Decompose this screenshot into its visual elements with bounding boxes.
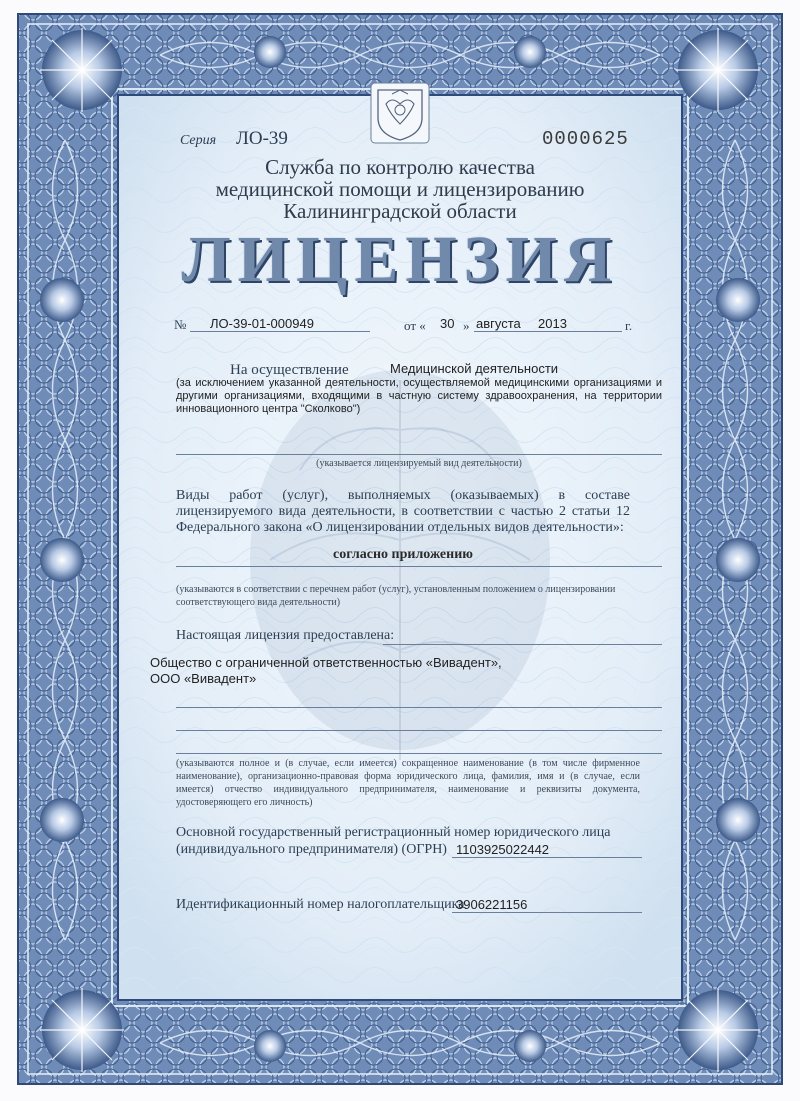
authority-line-1: Служба по контролю качества [265, 155, 535, 179]
date-from-label: от « [404, 318, 426, 333]
date-month: августа [476, 316, 521, 331]
licensee-underline-3 [176, 753, 662, 754]
inn-label: Идентификационный номер налогоплательщика [176, 897, 465, 912]
ogrn-underline [452, 857, 642, 858]
series-label: Серия [180, 133, 217, 148]
authority-line-3: Калининградской области [283, 199, 517, 223]
ogrn-label-line-1: Основной государственный регистрационный номер юридического лица [176, 825, 611, 840]
activity-underline [176, 454, 662, 455]
authority-line-2: медицинской помощи и лицензированию [215, 177, 585, 201]
license-number: ЛО-39-01-000949 [210, 316, 314, 331]
licensee-underline-2 [176, 730, 662, 731]
activity-details: (за исключением указанной деятельности, осуществляемой медицинскими организациями и другими организациями, входящими в частную систему здравоохранения, на территории инновационного центра "Сколково") [176, 377, 662, 415]
works-value: согласно приложению [333, 547, 473, 562]
licensee-label: Настоящая лицензия предоставлена: [176, 628, 395, 643]
activity-value: Медицинской деятельности [390, 361, 559, 376]
inn-value: 3906221156 [456, 897, 528, 912]
licensee-label-underline [383, 644, 662, 645]
works-underline [176, 566, 662, 567]
licensee-full-name: Общество с ограниченной ответственностью «Вивадент», [150, 655, 502, 670]
date-close-quote: » [463, 318, 470, 333]
date-day: 30 [440, 316, 455, 331]
number-underline [190, 331, 370, 332]
ogrn-label-line-2: (индивидуального предпринимателя) (ОГРН) [176, 842, 447, 857]
document-title: ЛИЦЕНЗИЯ [181, 223, 619, 296]
licensee-underline-1 [176, 707, 662, 708]
ogrn-value: 1103925022442 [456, 842, 550, 857]
year-suffix: г. [625, 318, 633, 333]
serial-number: 0000625 [542, 128, 629, 150]
inn-underline [452, 912, 642, 913]
works-text: Виды работ (услуг), выполняемых (оказываемых) в составе лицензируемого вида деятельности, в соответствии с частью 2 статьи 12 Федерального закона «О лицензировании отдельных видов деятельности»: [176, 488, 630, 535]
licensee-hint: (указываются полное и (в случае, если имеется) сокращенное наименование (в том числе фирменное наименование), организационно-правовая форма юридического лица, фамилия, имя и (в случае, если имеется) отчество индивидуального предпринимателя, наименование и реквизиты документа, удостоверяющего его личность) [176, 758, 640, 808]
licensee-short-name: ООО «Вивадент» [150, 671, 257, 686]
activity-hint: (указывается лицензируемый вид деятельности) [316, 458, 522, 469]
number-label: № [174, 317, 187, 332]
activity-label: На осуществление [230, 362, 349, 378]
coat-of-arms-icon [371, 83, 429, 143]
date-year: 2013 [538, 316, 567, 331]
works-hint: (указываются в соответствии с перечнем работ (услуг), установленным положением о лицензировании соответствующего вида деятельности) [176, 584, 616, 608]
series-value: ЛО-39 [236, 128, 288, 149]
issuing-authority [160, 156, 640, 222]
date-underline [474, 331, 622, 332]
